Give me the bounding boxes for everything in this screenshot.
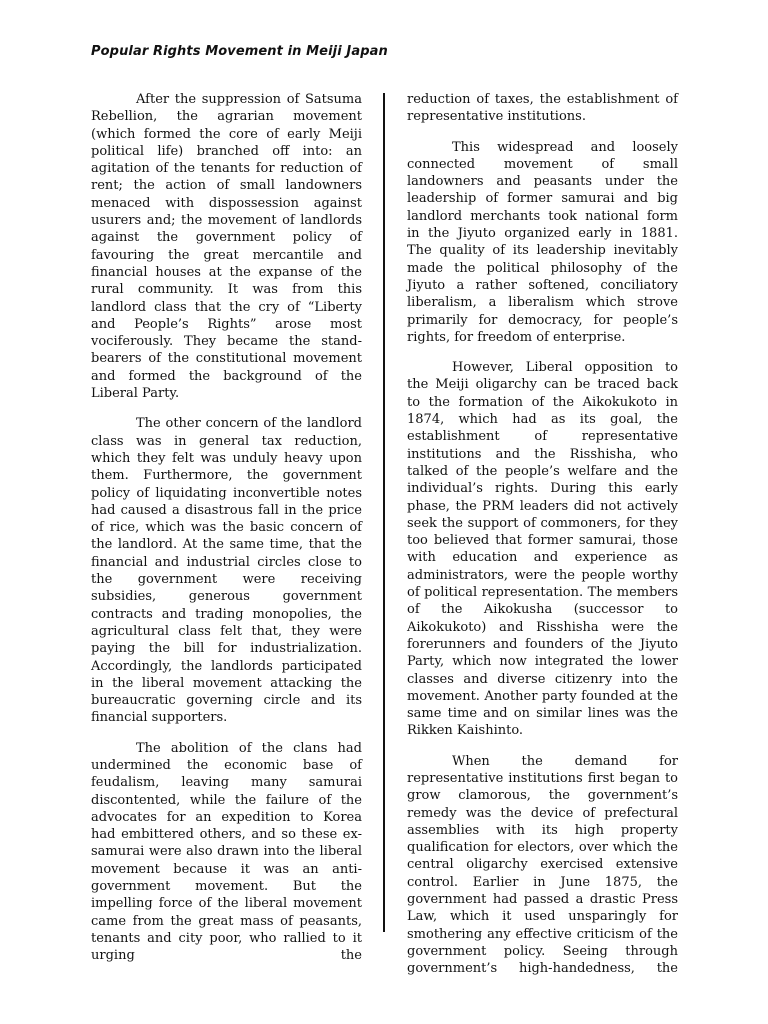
right-column [407,91,678,991]
document-title: Popular Rights Movement in Meiji Japan [91,44,388,59]
left-paragraph-1: After the suppression of Satsuma Rebellion, the agrarian movement (which formed the core of early Meiji political life) branched off into: an agitation of the tenants for reduction of rent; the action of small landowners menaced with dispossession against usurers and; the movement of landlords against the government policy of favouring the great mercantile and financial houses at the expanse of the rural community. It was from this landlord class that the cry of “Liberty and People’s Rights” arose most vociferously. They became the stand-bearers of the constitutional movement and formed the background of the Liberal Party. [91,92,362,402]
left-paragraph-3: The abolition of the clans had undermined the economic base of feudalism, leaving many samurai discontented, while the failure of the advocates for an expedition to Korea had embittered others, and so these ex-samurai were also drawn into the liberal movement because it was an anti-government movement. But the impelling force of the liberal movement came from the great mass of peasants, tenants and city poor, who rallied to it urging the [91,740,362,964]
right-paragraph-4: When the demand for representative institutions first began to grow clamorous, the government’s remedy was the device of prefectural assemblies with its high property qualification for electors, over which the central oligarchy exercised extensive control. Earlier in June 1875, the government had passed a drastic Press Law, which it used unsparingly for smothering any effective criticism of the government policy. Seeing through government’s high-handedness, the [407,753,678,977]
right-paragraph-1: reduction of taxes, the establishment of representative institutions. [407,92,678,125]
left-column [91,91,362,978]
left-paragraph-2: The other concern of the landlord class was in general tax reduction, which they felt was unduly heavy upon them. Furthermore, the government policy of liquidating inconvertible notes had caused a disastrous fall in the price of rice, which was the basic concern of the landlord. At the same time, that the financial and industrial circles close to the government were receiving subsidies, generous government contracts and trading monopolies, the agricultural class felt that, they were paying the bill for industrialization. Accordingly, the landlords participated in the liberal movement attacking the bureaucratic governing circle and its financial supporters. [91,416,362,726]
right-paragraph-3: However, Liberal opposition to the Meiji oligarchy can be traced back to the formation of the Aikokukoto in 1874, which had as its goal, the establishment of representative institutions and the Risshisha, who talked of the people’s welfare and the individual’s rights. During this early phase, the PRM leaders did not actively seek the support of commoners, for they too believed that former samurai, those with education and experience as administrators, were the people worthy of political representation. The members of the Aikokusha (successor to Aikokukoto) and Risshisha were the forerunners and founders of the Jiyuto Party, which now integrated the lower classes and diverse citizenry into the movement. Another party founded at the same time and on similar lines was the Rikken Kaishinto. [407,360,678,739]
right-paragraph-2: This widespread and loosely connected movement of small landowners and peasants under the leadership of former samurai and big landlord merchants took national form in the Jiyuto organized early in 1881. The quality of its leadership inevitably made the political philosophy of the Jiyuto a rather softened, conciliatory liberalism, a liberalism which strove primarily for democracy, for people’s rights, for freedom of enterprise. [407,139,678,345]
column-divider [383,93,385,932]
